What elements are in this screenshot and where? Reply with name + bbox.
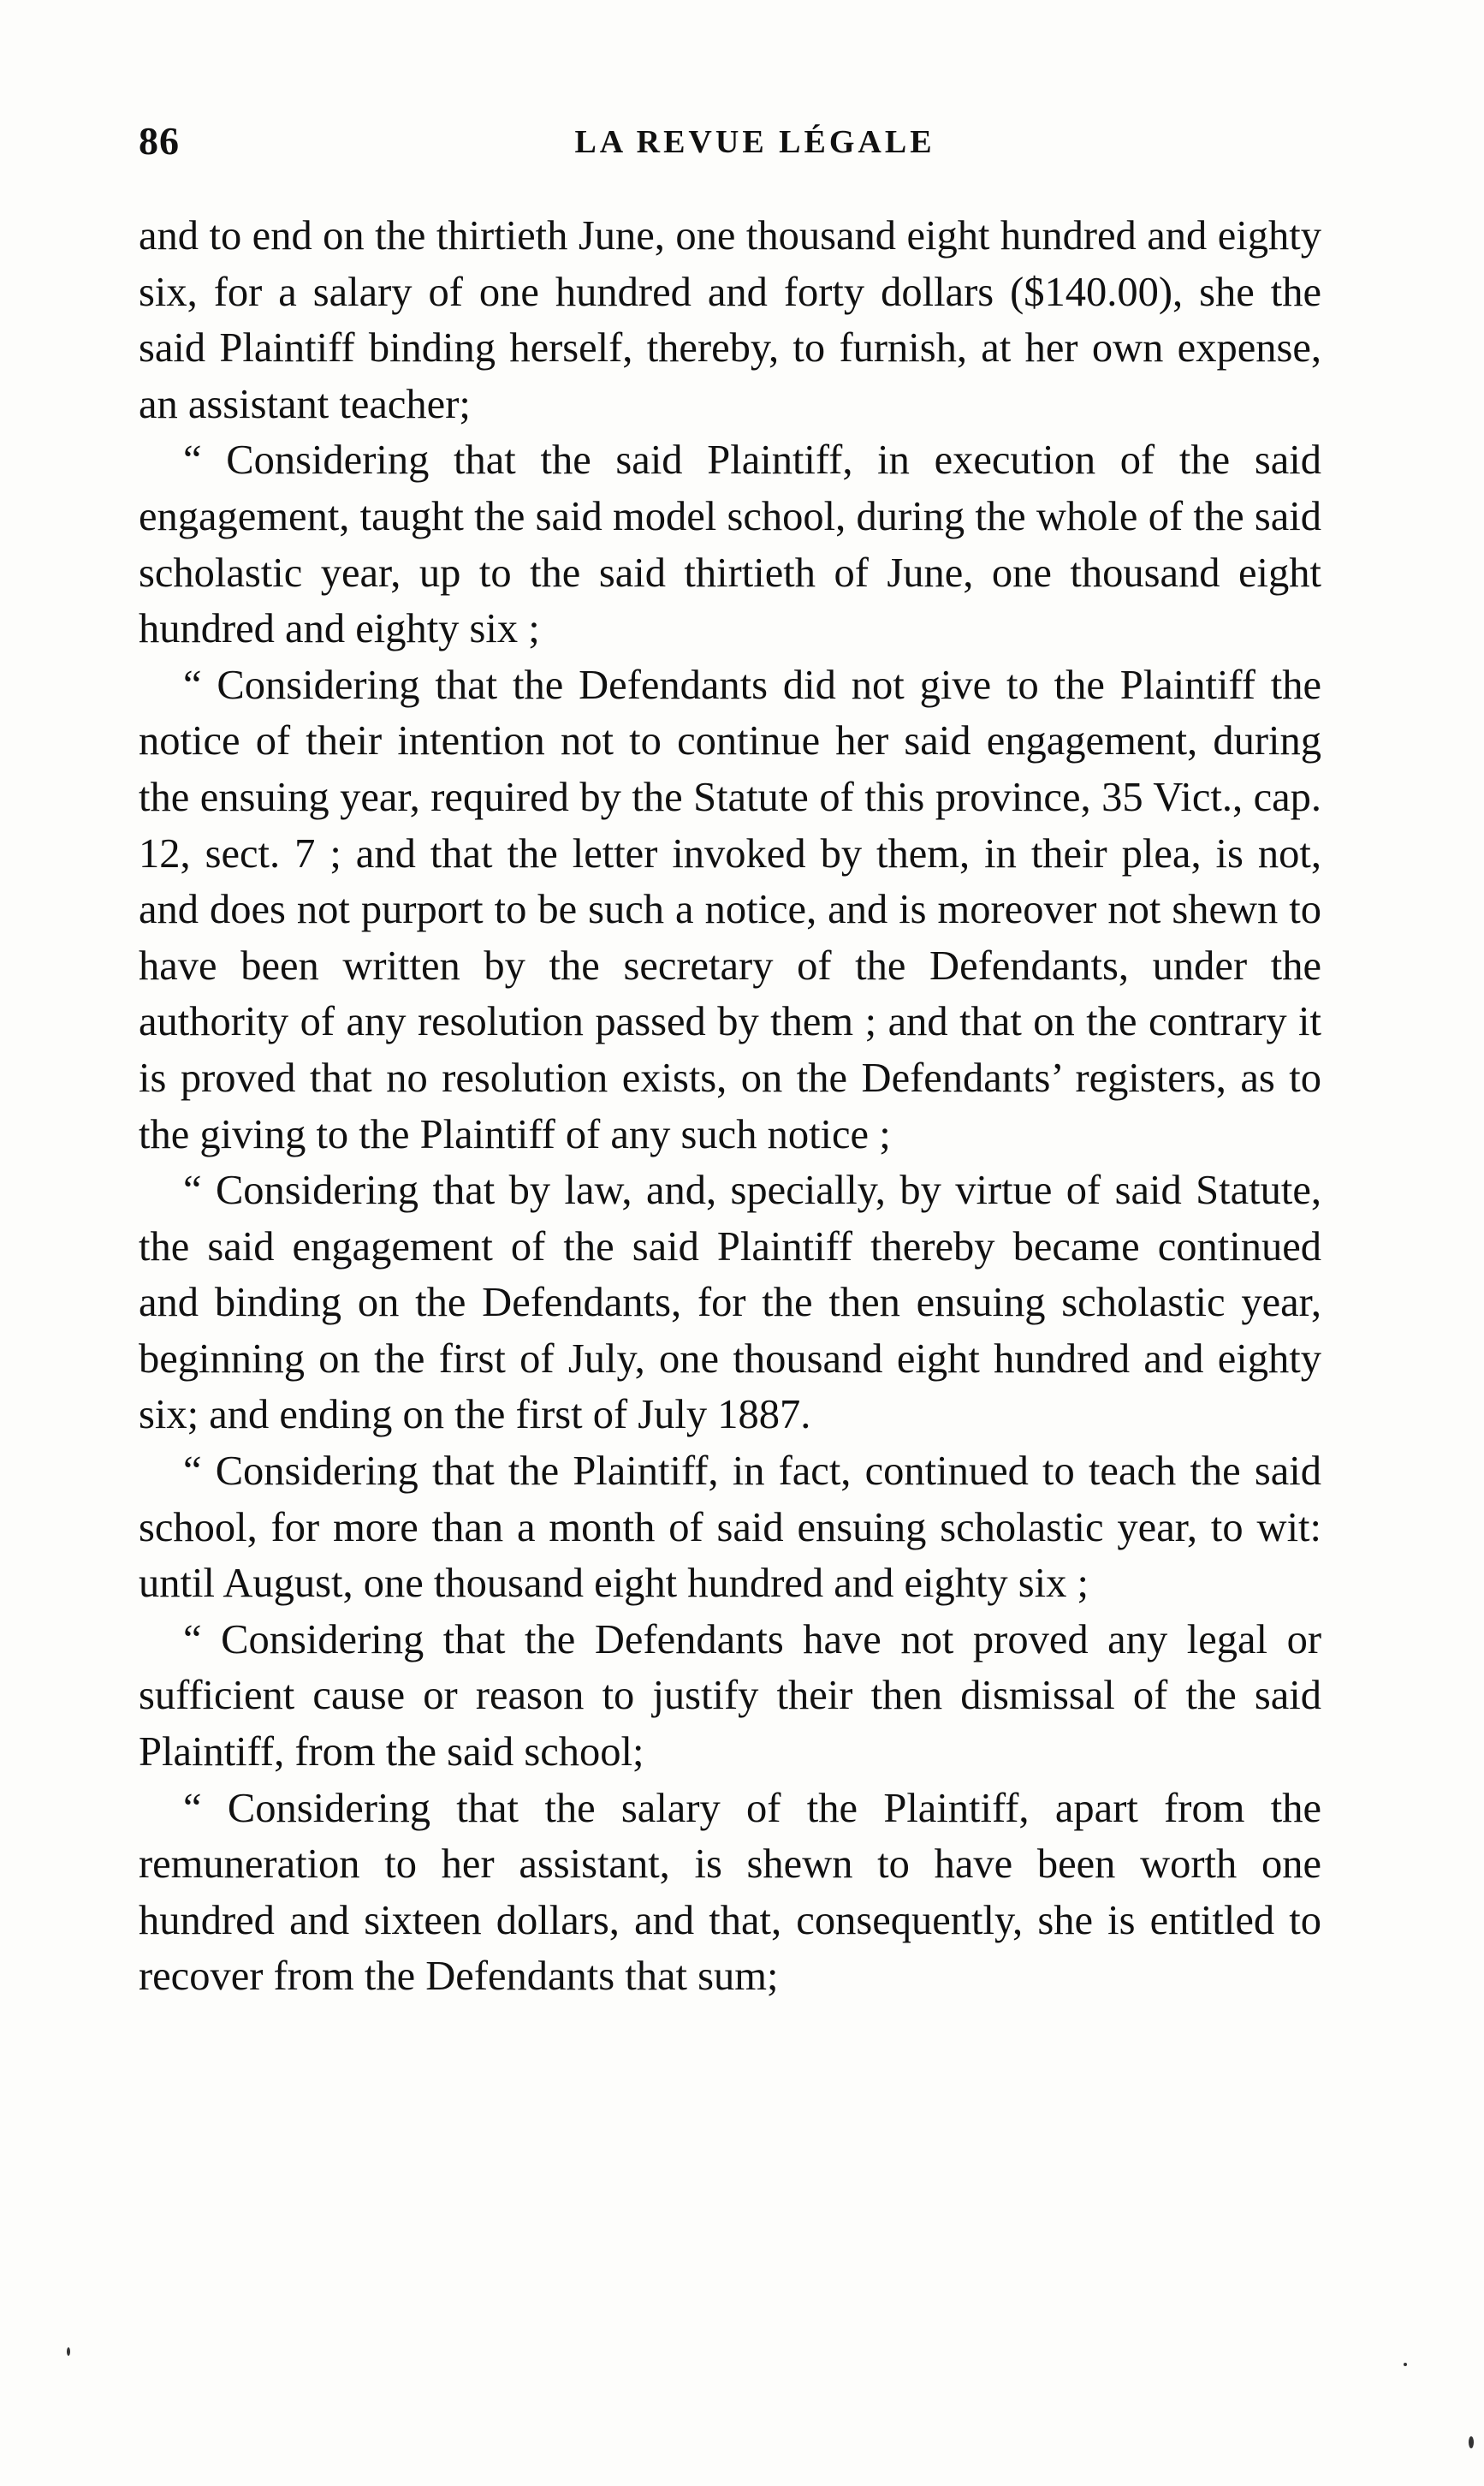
paragraph-considering-notice: “ Considering that the Defendants did not give to the Plaintiff the notice of their intention not to continue her said engagement, during the ensuing year, required by the Statute of this province, 35 Vict., cap. 12, sect. 7 ; and that the letter invoked by them, in their plea, is not, and does not purport to be such a notice, and is moreover not shewn to have been written by the secretary of the Defendants, under the authority of any resolution passed by them ; and that on the contrary it is proved that no resolution exists, on the Defendants’ registers, as to the giving to the Plaintiff of any such notice ; (139, 662, 1321, 1157)
page-number: 86 (139, 119, 180, 163)
paragraph-considering-statute: “ Considering that by law, and, specially, by virtue of said Statute, the said engagement of the said Plaintiff thereby became continued and binding on the Defendants, for the then ensuing scholastic year, beginning on the first of July, one thousand eight hundred and eighty six; and ending on the first of July 1887. (139, 1168, 1321, 1438)
paragraph-continuation: and to end on the thirtieth June, one thousand eight hundred and eighty six, for a salary of one hundred and forty dollars ($140.00), she the said Plaintiff binding herself, thereby, to furnish, at her own expense, an assistant teacher; (139, 213, 1321, 427)
page-header (139, 118, 1320, 170)
paragraph-considering-salary: “ Considering that the salary of the Plaintiff, apart from the remuneration to her assistant, is shewn to have been worth one hundred and sixteen dollars, and that, consequently, she is entitled to recover from the Defendants that sum; (139, 1785, 1321, 2000)
scan-speck (1469, 2436, 1474, 2448)
paragraph-considering-dismissal: “ Considering that the Defendants have not proved any legal or sufficient cause or reason to justify their then dismissal of the said Plaintiff, from the said school; (139, 1616, 1321, 1775)
scan-speck (67, 2347, 70, 2356)
running-head: LA REVUE LÉGALE (574, 124, 935, 160)
paragraph-considering-execution: “ Considering that the said Plaintiff, in execution of the said engagement, taught the said model school, during the whole of the said scholastic year, up to the said thirtieth of June, one thousand eight hundred and eighty six ; (139, 437, 1321, 652)
body-text (139, 208, 1321, 2005)
paragraph-considering-continued-teaching: “ Considering that the Plaintiff, in fact, continued to teach the said school, for more than a month of said ensuing scholastic year, to wit: until August, one thousand eight hundred and eighty six ; (139, 1448, 1321, 1607)
scan-speck (1404, 2363, 1407, 2366)
